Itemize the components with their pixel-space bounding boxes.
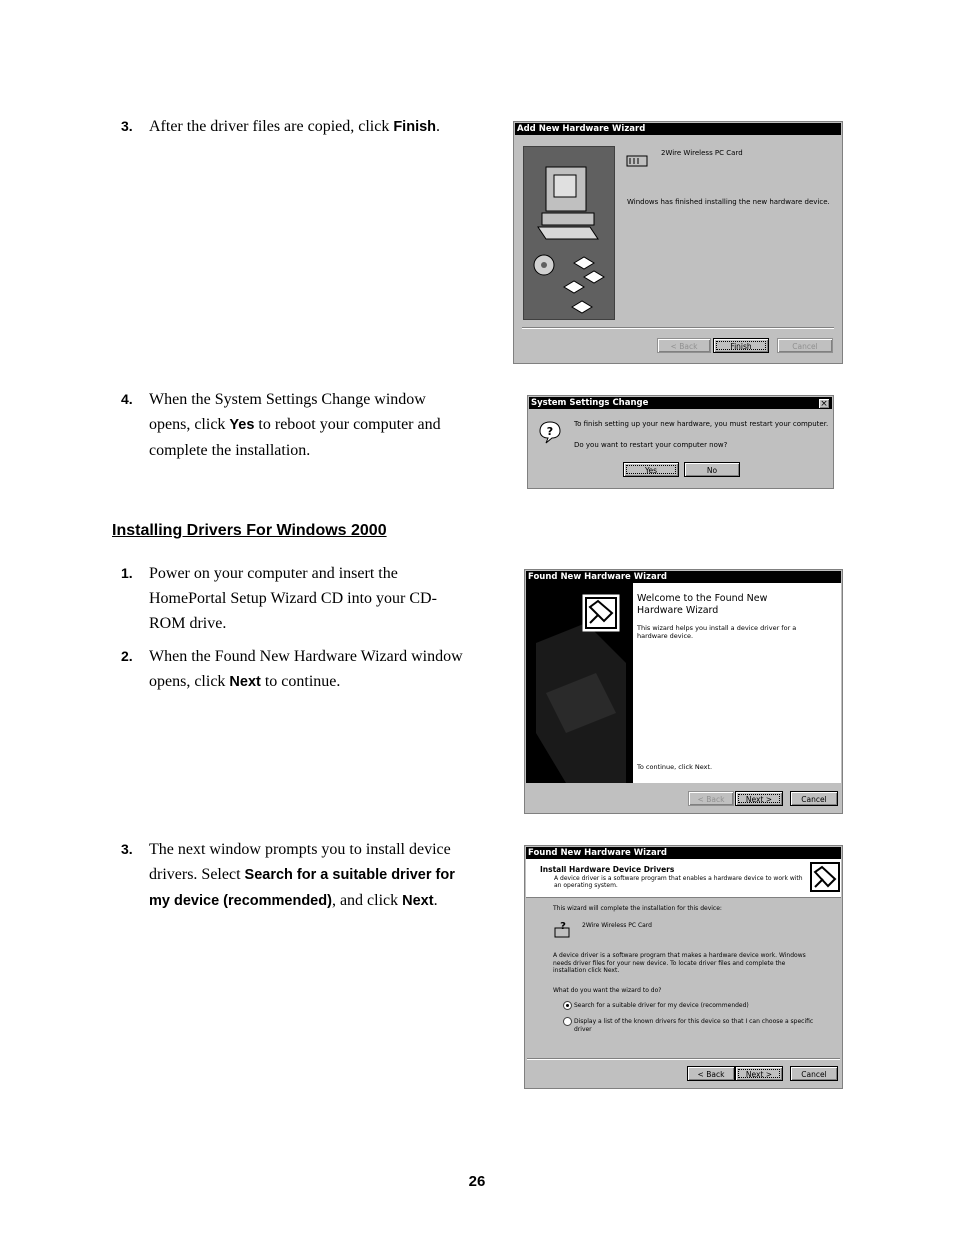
device-name: 2Wire Wireless PC Card	[661, 149, 743, 157]
hardware-icon	[810, 862, 840, 892]
dialog-title: System Settings Change	[529, 397, 832, 409]
next-button[interactable]: Next >	[735, 1066, 783, 1081]
intro-text: This wizard will complete the installation for this device:	[553, 905, 722, 912]
continue-text: To continue, click Next.	[637, 763, 713, 771]
unknown-device-icon	[553, 920, 573, 940]
back-button[interactable]: < Back	[657, 338, 711, 353]
step-text: After the driver files are copied, click Finish.	[149, 118, 441, 135]
no-button[interactable]: No	[684, 462, 740, 477]
wizard-question: What do you want the wizard to do?	[553, 987, 662, 994]
step-number: 3.	[121, 841, 133, 857]
header-subtitle: A device driver is a software program that enables a hardware device to work with an operating system.	[554, 875, 803, 889]
step-text: Power on your computer and insert the HomePortal Setup Wizard CD into your CD-ROM drive.	[149, 565, 437, 632]
close-button[interactable]: ×	[818, 398, 830, 409]
wizard-side-graphic	[526, 583, 633, 783]
dialog-title: Add New Hardware Wizard	[515, 123, 841, 135]
cancel-button[interactable]: Cancel	[790, 1066, 838, 1081]
computer-disks-icon	[524, 147, 614, 319]
section-heading: Installing Drivers For Windows 2000	[112, 522, 387, 539]
cancel-button[interactable]: Cancel	[790, 791, 838, 806]
divider	[527, 1058, 840, 1060]
step-text: When the Found New Hardware Wizard window opens, click Next to continue.	[149, 648, 463, 690]
search-option-label: Search for a suitable driver for my device (recommended)	[574, 1002, 749, 1009]
finish-message: Windows has finished installing the new hardware device.	[627, 198, 830, 206]
page-number: 26	[468, 1173, 486, 1190]
add-hardware-wizard-dialog	[513, 121, 843, 364]
finish-button[interactable]: Finish	[713, 338, 769, 353]
display-list-radio[interactable]	[563, 1017, 572, 1026]
back-button[interactable]: < Back	[688, 791, 734, 806]
device-name: 2Wire Wireless PC Card	[582, 922, 652, 929]
install-drivers-dialog	[524, 845, 843, 1089]
wizard-header	[526, 859, 841, 898]
wizard-graphic	[523, 146, 615, 320]
step-text: When the System Settings Change window opens, click Yes to reboot your computer and complete the installation.	[149, 391, 441, 459]
step-number: 3.	[121, 118, 133, 134]
driver-explanation: A device driver is a software program that makes a hardware device work. Windows needs driver files for your new device. To locate driver files and complete the installation click Next.	[553, 952, 806, 974]
hardware-watermark-icon	[526, 583, 633, 783]
welcome-heading: Welcome to the Found New Hardware Wizard	[637, 593, 768, 616]
step-number: 2.	[121, 648, 133, 664]
step-text: The next window prompts you to install device drivers. Select Search for a suitable driver for my device (recommended), and click Next.	[149, 841, 455, 909]
back-button[interactable]: < Back	[687, 1066, 735, 1081]
found-hardware-welcome-dialog	[524, 569, 843, 814]
search-radio[interactable]	[563, 1001, 572, 1010]
wizard-content	[633, 583, 841, 783]
step-number: 4.	[121, 391, 133, 407]
question-icon	[538, 420, 562, 444]
svg-text:?: ?	[560, 921, 566, 932]
step-number: 1.	[121, 565, 133, 581]
dialog-title: Found New Hardware Wizard	[526, 847, 841, 859]
cancel-button[interactable]: Cancel	[777, 338, 833, 353]
system-settings-change-dialog	[527, 395, 834, 489]
pc-card-icon	[626, 152, 648, 168]
header-title: Install Hardware Device Drivers	[540, 865, 675, 874]
restart-question: Do you want to restart your computer now?	[574, 441, 728, 449]
divider	[522, 327, 834, 329]
restart-message: To finish setting up your new hardware, you must restart your computer.	[574, 420, 829, 428]
svg-text:?: ?	[546, 425, 554, 438]
display-list-option-label: Display a list of the known drivers for this device so that I can choose a specific driver	[574, 1018, 814, 1033]
next-button[interactable]: Next >	[735, 791, 783, 806]
dialog-title: Found New Hardware Wizard	[526, 571, 841, 583]
yes-button[interactable]: Yes	[623, 462, 679, 477]
welcome-description: This wizard helps you install a device driver for a hardware device.	[637, 624, 797, 640]
